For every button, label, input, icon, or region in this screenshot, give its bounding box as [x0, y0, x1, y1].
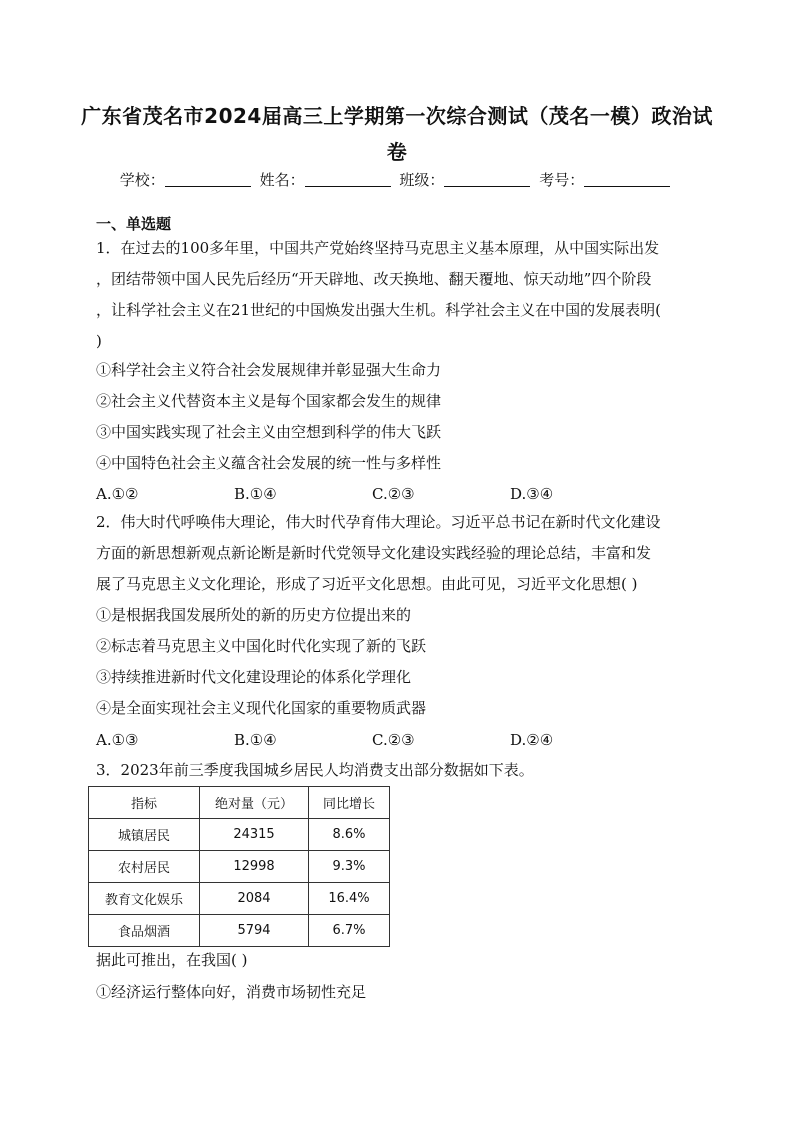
class-field[interactable]	[444, 172, 530, 187]
q2-stem-line-1: 2．伟大时代呼唤伟大理论，伟大时代孕育伟大理论。习近平总书记在新时代文化建设	[96, 513, 661, 531]
q2-option-c[interactable]: C.②③	[372, 731, 415, 749]
table-cell: 16.4%	[309, 883, 390, 915]
q1-statement-4: ④中国特色社会主义蕴含社会发展的统一性与多样性	[96, 454, 442, 472]
table-header-cell: 绝对量（元）	[200, 787, 309, 819]
table-row	[89, 851, 390, 883]
table-cell: 9.3%	[309, 851, 390, 883]
q1-statement-2: ②社会主义代替资本主义是每个国家都会发生的规律	[96, 392, 442, 410]
q2-options	[96, 730, 696, 750]
school-field[interactable]	[165, 172, 251, 187]
consumption-table	[88, 786, 390, 947]
table-header-cell: 同比增长	[309, 787, 390, 819]
table-cell: 教育文化娱乐	[89, 883, 200, 915]
student-info-row	[0, 170, 794, 190]
q2-statement-1: ①是根据我国发展所处的新的历史方位提出来的	[96, 606, 412, 624]
q2-option-b[interactable]: B.①④	[234, 731, 277, 749]
q1-option-d[interactable]: D.③④	[510, 485, 554, 503]
q3-statement-1: ①经济运行整体向好，消费市场韧性充足	[96, 983, 367, 1001]
name-label: 姓名：	[259, 171, 305, 189]
q2-stem-line-2: 方面的新思想新观点新论断是新时代党领导文化建设实践经验的理论总结，丰富和发	[96, 544, 652, 562]
q1-stem-line-1: 1．在过去的100多年里，中国共产党始终坚持马克思主义基本原理，从中国实际出发	[96, 239, 660, 257]
number-field[interactable]	[584, 172, 670, 187]
q1-stem-line-4: )	[96, 332, 102, 350]
school-label: 学校：	[119, 171, 165, 189]
table-header-cell: 指标	[89, 787, 200, 819]
name-field[interactable]	[305, 172, 391, 187]
q1-statement-3: ③中国实践实现了社会主义由空想到科学的伟大飞跃	[96, 423, 442, 441]
class-label: 班级：	[399, 171, 445, 189]
q1-option-a[interactable]: A.①②	[96, 485, 139, 503]
q2-option-a[interactable]: A.①③	[96, 731, 139, 749]
q3-question: 据此可推出，在我国( )	[96, 951, 248, 969]
page-title	[60, 98, 734, 170]
q2-option-d[interactable]: D.②④	[510, 731, 554, 749]
q2-statement-4: ④是全面实现社会主义现代化国家的重要物质武器	[96, 699, 427, 717]
q2-stem-line-3: 展了马克思主义文化理论，形成了习近平文化思想。由此可见，习近平文化思想( )	[96, 575, 638, 593]
table-cell: 12998	[200, 851, 309, 883]
table-cell: 24315	[200, 819, 309, 851]
title-line-1: 广东省茂名市2024届高三上学期第一次综合测试（茂名一模）政治试	[81, 104, 713, 128]
table-cell: 城镇居民	[89, 819, 200, 851]
q1-option-c[interactable]: C.②③	[372, 485, 415, 503]
table-cell: 6.7%	[309, 915, 390, 947]
title-line-2: 卷	[386, 140, 408, 164]
q1-option-b[interactable]: B.①④	[234, 485, 277, 503]
table-cell: 5794	[200, 915, 309, 947]
q3-intro: 3．2023年前三季度我国城乡居民人均消费支出部分数据如下表。	[96, 761, 534, 779]
table-row	[89, 883, 390, 915]
q2-statement-2: ②标志着马克思主义中国化时代化实现了新的飞跃	[96, 637, 427, 655]
q1-options	[96, 484, 696, 504]
q1-stem-line-2: ，团结带领中国人民先后经历“开天辟地、改天换地、翻天覆地、惊天动地”四个阶段	[96, 270, 652, 288]
q1-statement-1: ①科学社会主义符合社会发展规律并彰显强大生命力	[96, 361, 442, 379]
table-row	[89, 915, 390, 947]
table-cell: 食品烟酒	[89, 915, 200, 947]
table-header-row	[89, 787, 390, 819]
table-cell: 2084	[200, 883, 309, 915]
q1-stem-line-3: ，让科学社会主义在21世纪的中国焕发出强大生机。科学社会主义在中国的发展表明(	[96, 301, 661, 319]
number-label: 考号：	[539, 171, 585, 189]
section-heading: 一、单选题	[96, 215, 172, 233]
table-cell: 农村居民	[89, 851, 200, 883]
q2-statement-3: ③持续推进新时代文化建设理论的体系化学理化	[96, 668, 412, 686]
table-cell: 8.6%	[309, 819, 390, 851]
table-row	[89, 819, 390, 851]
